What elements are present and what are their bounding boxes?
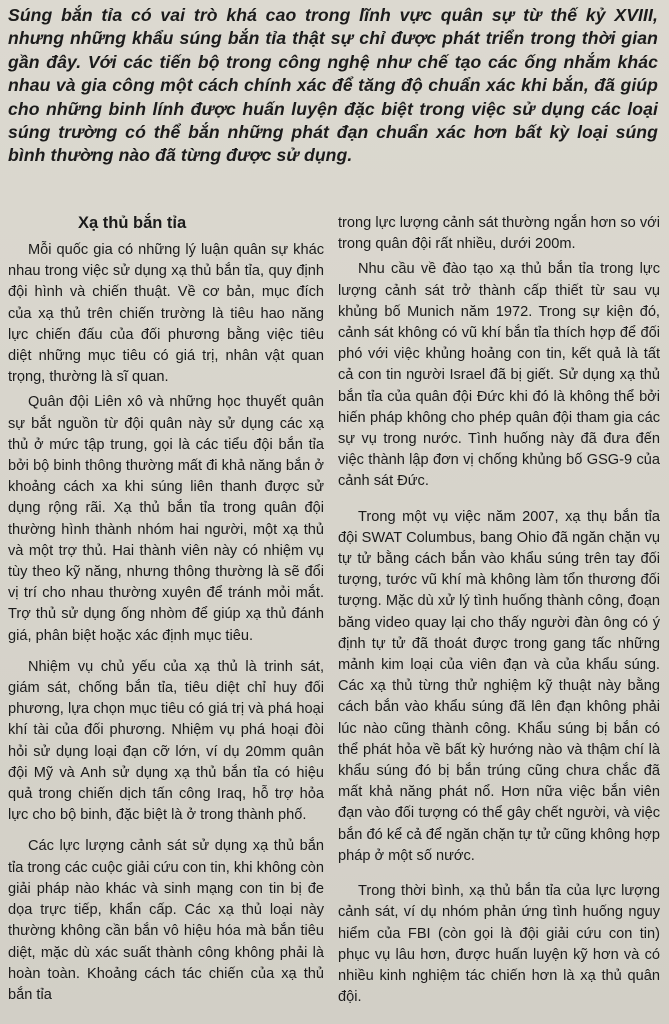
left-column (8, 212, 324, 1006)
body-paragraph: Mỗi quốc gia có những lý luận quân sự khác nhau trong việc sử dụng xạ thủ bắn tỉa, quy định đội hình và chiến thuật. Về cơ bản, mục đích của xạ thủ trên chiến trường là tiêu hao năng lực chiến đấu của đối phương bằng việc tiêu diệt những mục tiêu có giá trị, nhân vật quan trọng, thường là sĩ quan. (8, 242, 324, 386)
body-paragraph: trong lực lượng cảnh sát thường ngắn hơn so với trong quân đội rất nhiều, dưới 200m. (338, 215, 660, 253)
lead-paragraph: Súng bắn tỉa có vai trò khá cao trong lĩnh vực quân sự từ thế kỷ XVIII, nhưng những khẩu súng bắn tỉa thật sự chỉ được phát triển trong thời gian gần đây. Với các tiến bộ trong công nghệ như chế tạo các ống nhắm khác nhau và gia công một cách chính xác để tăng độ chuẩn xác khi bắn, đã giúp cho những binh lính được huấn luyện đặc biệt trong việc sử dụng các loại súng trường có thể bắn những phát đạn chuẩn xác hơn bất kỳ loại súng bình thường nào đã từng được sử dụng. (8, 5, 658, 166)
body-paragraph: Các lực lượng cảnh sát sử dụng xạ thủ bắn tỉa trong các cuộc giải cứu con tin, khi không còn giải pháp nào khác và sinh mạng con tin bị đe dọa trực tiếp, khẩn cấp. Các xạ thủ loại này thường không cần bắn vô hiệu hóa mà bắn tiêu diệt, mặc dù xác suất thành công không phải là hoàn toàn. Khoảng cách tác chiến của xạ thủ bắn tỉa (8, 838, 324, 1003)
body-paragraph: Nhu cầu về đào tạo xạ thủ bắn tỉa trong lực lượng cảnh sát trở thành cấp thiết từ sau vụ khủng bố Munich năm 1972. Trong sự kiện đó, cảnh sát không có vũ khí bắn tỉa thích hợp để đối phó với việc khủng hoảng con tin, kết quả là tất cả con tin người Israel đã bị giết. Sử dụng xạ thủ bắn tỉa của quân đội Đức khi đó là không thể bởi hiến pháp không cho phép quân đội tham gia các sự vụ trong nước. Tình huống này đã đưa đến việc thành lập đơn vị chống khủng bố GSG-9 của cảnh sát Đức. (338, 261, 660, 490)
body-paragraph: Nhiệm vụ chủ yếu của xạ thủ là trinh sát, giám sát, chống bắn tỉa, tiêu diệt chỉ huy đối phương, lựa chọn mục tiêu có giá trị và phá hoại khí tài của đối phương. Nhiệm vụ phá hoại đòi hỏi sử dụng loại đạn cỡ lớn, ví dụ 20mm quân đội Mỹ và Anh sử dụng xạ thủ bắn tỉa có hiệu quả trong chiến dịch tấn công Iraq, hỗ trợ hỏa lực cho bộ binh, đặc biệt là ở trong thành phố. (8, 658, 324, 824)
body-paragraph: Quân đội Liên xô và những học thuyết quân sự bắt nguồn từ đội quân này sử dụng các xạ thủ ở mức tập trung, gọi là các tiểu đội bắn tỉa bởi bộ binh thông thường mất đi khả năng bắn ở khoảng cách xa khi súng liên thanh được sử dụng rộng rãi. Xạ thủ bắn tỉa trong quân đội thường hình thành nhóm hai người, một xạ thủ và một trợ thủ. Hai thành viên này có nhiệm vụ tùy theo kỹ năng, nhưng thông thường là sẽ đổi vị trí cho nhau thường xuyên để tránh mỏi mắt. Trợ thủ sử dụng ống nhòm để giúp xạ thủ đánh giá, phân biệt hoặc xác định mục tiêu. (8, 394, 324, 644)
body-paragraph: Trong thời bình, xạ thủ bắn tỉa của lực lượng cảnh sát, ví dụ nhóm phản ứng tình huống nguy hiểm của FBI (còn gọi là đội giải cứu con tin) phục vụ lâu hơn, được huấn luyện kỹ hơn và có nhiều kinh nghiệm tác chiến hơn là xạ thủ quân đội. (338, 883, 660, 1006)
right-column (338, 213, 660, 1008)
section-heading: Xạ thủ bắn tỉa (78, 214, 187, 232)
body-paragraph: Trong một vụ việc năm 2007, xạ thụ bắn tỉa đội SWAT Columbus, bang Ohio đã ngăn chặn vụ tự tử bằng cách bắn vào khẩu súng trên tay đối tượng, tước vũ khí mà không làm tổn thương đối tượng. Mặc dù xử lý tình huống thành công, đoạn băng video quay lại cho thấy người đàn ông có ý định tự tử đã thoát được trong gang tấc những mảnh kim loại của viên đạn và của khẩu súng. Các xạ thủ từng thử nghiệm kỹ thuật này bằng cách bắn vào khẩu súng đã lên đạn không phải lúc nào cũng thành công. Khẩu súng bị bắn có thể phát hỏa về bất kỳ hướng nào và thậm chí là khẩu súng đó bị bắn trúng cũng chưa chắc đã mất khả năng phát nổ. Hơn nữa việc bắn viên đạn vào đối tượng có thể gây chết người, và việc bắn đó kể cả để ngăn chặn tự tử cũng không hợp pháp ở một số nước. (338, 508, 660, 864)
